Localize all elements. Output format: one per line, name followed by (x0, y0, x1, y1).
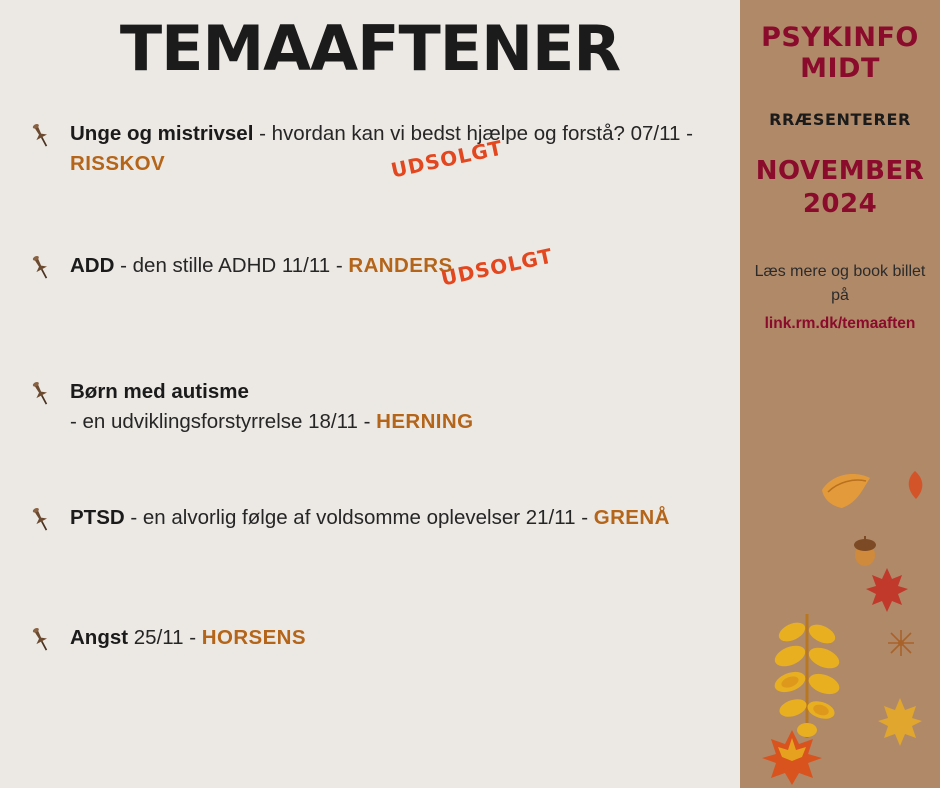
month-label: NOVEMBER (755, 156, 925, 187)
leaf-icon (818, 468, 878, 512)
event-city: HORSENS (201, 626, 306, 650)
compound-leaf-icon (764, 612, 850, 740)
brand-title (740, 22, 940, 84)
brand-line-2: MIDT (800, 53, 880, 85)
booking-link[interactable]: link.rm.dk/temaaften (764, 315, 916, 333)
event-text (70, 503, 720, 533)
list-item[interactable] (0, 503, 740, 563)
year-label: 2024 (802, 188, 878, 219)
list-item[interactable] (0, 119, 740, 183)
pushpin-icon (26, 121, 56, 151)
event-description: - den stille ADHD 11/11 - (114, 254, 349, 278)
event-text (70, 377, 720, 436)
event-title: Angst (70, 626, 129, 650)
event-title: PTSD (70, 506, 125, 530)
brand-line-1: PSYKINFO (761, 22, 919, 53)
event-title: Unge og mistrivsel (70, 122, 254, 146)
event-title: ADD (70, 254, 115, 278)
pushpin-icon (26, 625, 56, 655)
event-title: Børn med autisme (70, 380, 249, 404)
maple-leaf-icon (864, 566, 910, 614)
event-description: 25/11 - (128, 626, 202, 650)
status-badge: UDSOLGT (438, 243, 555, 291)
date-block (740, 155, 940, 220)
event-city: HERNING (376, 409, 474, 433)
pushpin-icon (26, 379, 56, 409)
acorn-icon (848, 534, 882, 568)
event-list (0, 119, 740, 683)
event-text (70, 623, 720, 653)
maple-leaf-icon (876, 696, 924, 748)
event-city: RISSKOV (70, 151, 166, 175)
poster-sidebar (740, 0, 940, 788)
seed-pod-icon (886, 628, 916, 658)
page-title: TEMAAFTENER (119, 12, 621, 85)
event-text (70, 251, 720, 281)
pushpin-icon (26, 505, 56, 535)
pushpin-icon (26, 253, 56, 283)
event-city: GRENÅ (593, 506, 670, 530)
booking-note-text: Læs mere og book billet på (754, 263, 926, 305)
presents-label: RRÆSENTERER (769, 110, 911, 130)
event-city: RANDERS (348, 254, 453, 278)
maple-leaf-icon (760, 728, 824, 786)
booking-note (740, 260, 940, 335)
list-item[interactable] (0, 377, 740, 437)
leaf-icon (902, 470, 928, 500)
status-badge: UDSOLGT (388, 135, 505, 183)
list-item[interactable] (0, 243, 740, 311)
event-description: - en alvorlig følge af voldsomme oplevelser 21/11 - (124, 506, 594, 530)
event-description: - en udviklingsforstyrrelse 18/11 - (70, 409, 377, 433)
event-description: - hvordan kan vi bedst hjælpe og forstå? 07/11 - (253, 122, 693, 146)
list-item[interactable] (0, 623, 740, 683)
